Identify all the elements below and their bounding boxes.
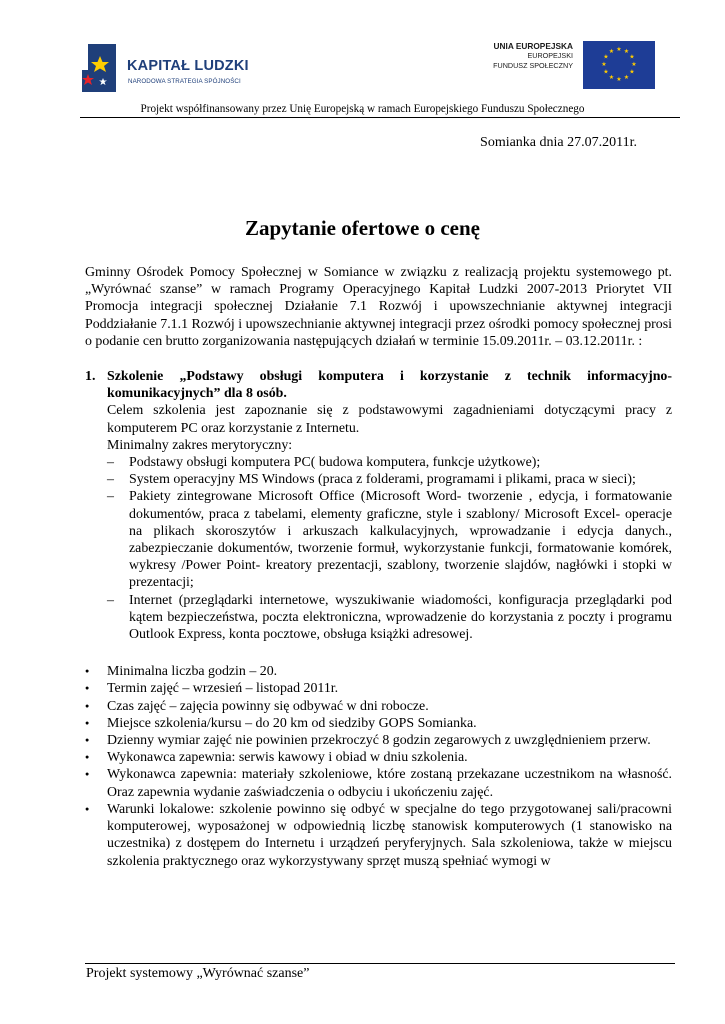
svg-text:★: ★: [623, 48, 630, 55]
section-1: [85, 368, 672, 643]
intro-paragraph: Gminny Ośrodek Pomocy Społecznej w Somiance w związku z realizacją projektu systemowego pt. „Wyrównać szanse” w ramach Programy Operacyjnego Kapitał Ludzki 2007-2013 Priorytet VII Promocja integracji społecznej Działanie 7.1 Rozwój i upowszechnianie aktywnej integracji Poddziałanie 7.1.1 Rozwój i upowszechnianie aktywnej integracji przez ośrodki pomocy społecznej prosi o podanie cen brutto zorganizowania następujących działań w terminie 15.09.2011r. – 03.12.2011r. :: [85, 265, 672, 349]
list-item: ● Wykonawca zapewnia: materiały szkoleniowe, które zostaną przekazane uczestnikom na własność. Oraz zapewnia wydanie zaświadczenia o odbyciu i ukończeniu zajęć.: [85, 766, 672, 800]
list-item: ● Warunki lokalowe: szkolenie powinno się odbyć w specjalne do tego przygotowanej sali/pracowni komputerowej, wyposażonej w odpowiednią liczbę stanowisk komputerowych (1 stanowisko na uczestnika) z dostępem do Internetu i urządzeń peryferyjnych. Sala szkoleniowa, także w miejscu szkolenia praktycznego oraz wykorzystywany sprzęt muszą spełniać wymogi w: [85, 801, 672, 870]
page-header: [80, 38, 680, 98]
svg-text:★: ★: [616, 46, 622, 53]
conditions-list: [85, 663, 672, 869]
eu-logo-line2: EUROPEJSKI: [527, 51, 573, 60]
list-item: ● Czas zajęć – zajęcia powinny się odbywać w dni robocze.: [85, 698, 672, 715]
eu-logo: [469, 41, 655, 93]
footer-divider: [85, 963, 675, 964]
svg-text:★: ★: [603, 53, 609, 61]
eu-logo-line3: FUNDUSZ SPOŁECZNY: [493, 61, 573, 70]
section-number: 1.: [85, 369, 96, 385]
svg-text:★: ★: [623, 74, 630, 81]
list-item: ● Dzienny wymiar zajęć nie powinien przekroczyć 8 godzin zegarowych z uwzględnieniem przerw.: [85, 732, 672, 749]
section-heading: [85, 368, 672, 402]
svg-text:★: ★: [629, 53, 635, 61]
list-item: – Pakiety zintegrowane Microsoft Office (Microsoft Word- tworzenie , edycja, i formatowanie dokumentów, praca z tabelami, elementy graficzne, style i szablony/ Microsoft Excel- operacje na plikach skoroszytów i arkuszach kalkulacyjnych, wprowadzanie i edycja danych., zabezpieczanie dokumentów, tworzenie formuł, wykorzystanie funkcji, formatowanie komórek, wykresy /Power Point- kreatory prezentacji, szablony, tworzenie slajdów, nagłówki i stopki w prezentacji;: [107, 488, 672, 591]
document-content: [85, 264, 672, 870]
section-body: [107, 402, 672, 643]
header-divider: [80, 117, 680, 118]
document-title: Zapytanie ofertowe o cenę: [244, 216, 481, 240]
svg-text:★: ★: [631, 61, 637, 68]
footer-text: Projekt systemowy „Wyrównać szanse”: [86, 966, 310, 981]
svg-text:★: ★: [608, 48, 615, 55]
eu-logo-line1: UNIA EUROPEJSKA: [493, 41, 573, 51]
list-item: ● Minimalna liczba godzin – 20.: [85, 663, 672, 680]
list-item: ● Wykonawca zapewnia: serwis kawowy i obiad w dniu szkolenia.: [85, 749, 672, 766]
svg-text:★: ★: [629, 68, 635, 76]
kapital-ludzki-subtitle: NARODOWA STRATEGIA SPÓJNOŚCI: [128, 78, 241, 85]
eu-logo-text: [493, 41, 573, 71]
document-date: Somianka dnia 27.07.2011r.: [480, 135, 637, 150]
list-item: – Podstawy obsługi komputera PC( budowa komputera, funkcje użytkowe);: [107, 454, 672, 471]
section-title: Szkolenie „Podstawy obsługi komputera i korzystanie z technik informacyjno-komunikacyjnych” dla 8 osób.: [107, 369, 672, 402]
kapital-ludzki-title: KAPITAŁ LUDZKI: [127, 58, 249, 74]
svg-text:★: ★: [603, 68, 609, 76]
svg-text:★: ★: [608, 74, 615, 81]
list-item: ● Termin zajęć – wrzesień – listopad 2011r.: [85, 680, 672, 697]
svg-text:★: ★: [601, 61, 607, 68]
list-item: ● Miejsce szkolenia/kursu – do 20 km od siedziby GOPS Somianka.: [85, 715, 672, 732]
kapital-ludzki-emblem-icon: [80, 40, 118, 94]
scope-list: [107, 454, 672, 643]
scope-label: Minimalny zakres merytoryczny:: [107, 437, 293, 453]
kapital-ludzki-logo: [80, 38, 270, 98]
list-item: – Internet (przeglądarki internetowe, wyszukiwanie wiadomości, konfiguracja przeglądarki pod kątem bezpieczeństwa, poczta elektroniczna, wprowadzenie do korzystania z poczty i programu Outlook Express, konta pocztowe, obsługa książki adresowej.: [107, 592, 672, 644]
list-item: – System operacyjny MS Windows (praca z folderami, programami i plikami, praca w sieci);: [107, 471, 672, 488]
section-goal: Celem szkolenia jest zapoznanie się z podstawowymi zagadnieniami dotyczącymi pracy z komputerem PC oraz korzystanie z Internetu.: [107, 403, 672, 436]
eu-flag-icon: [583, 41, 655, 89]
svg-text:★: ★: [616, 76, 622, 83]
cofinancing-caption: Projekt współfinansowany przez Unię Europejską w ramach Europejskiego Funduszu Społecznego: [140, 103, 585, 115]
